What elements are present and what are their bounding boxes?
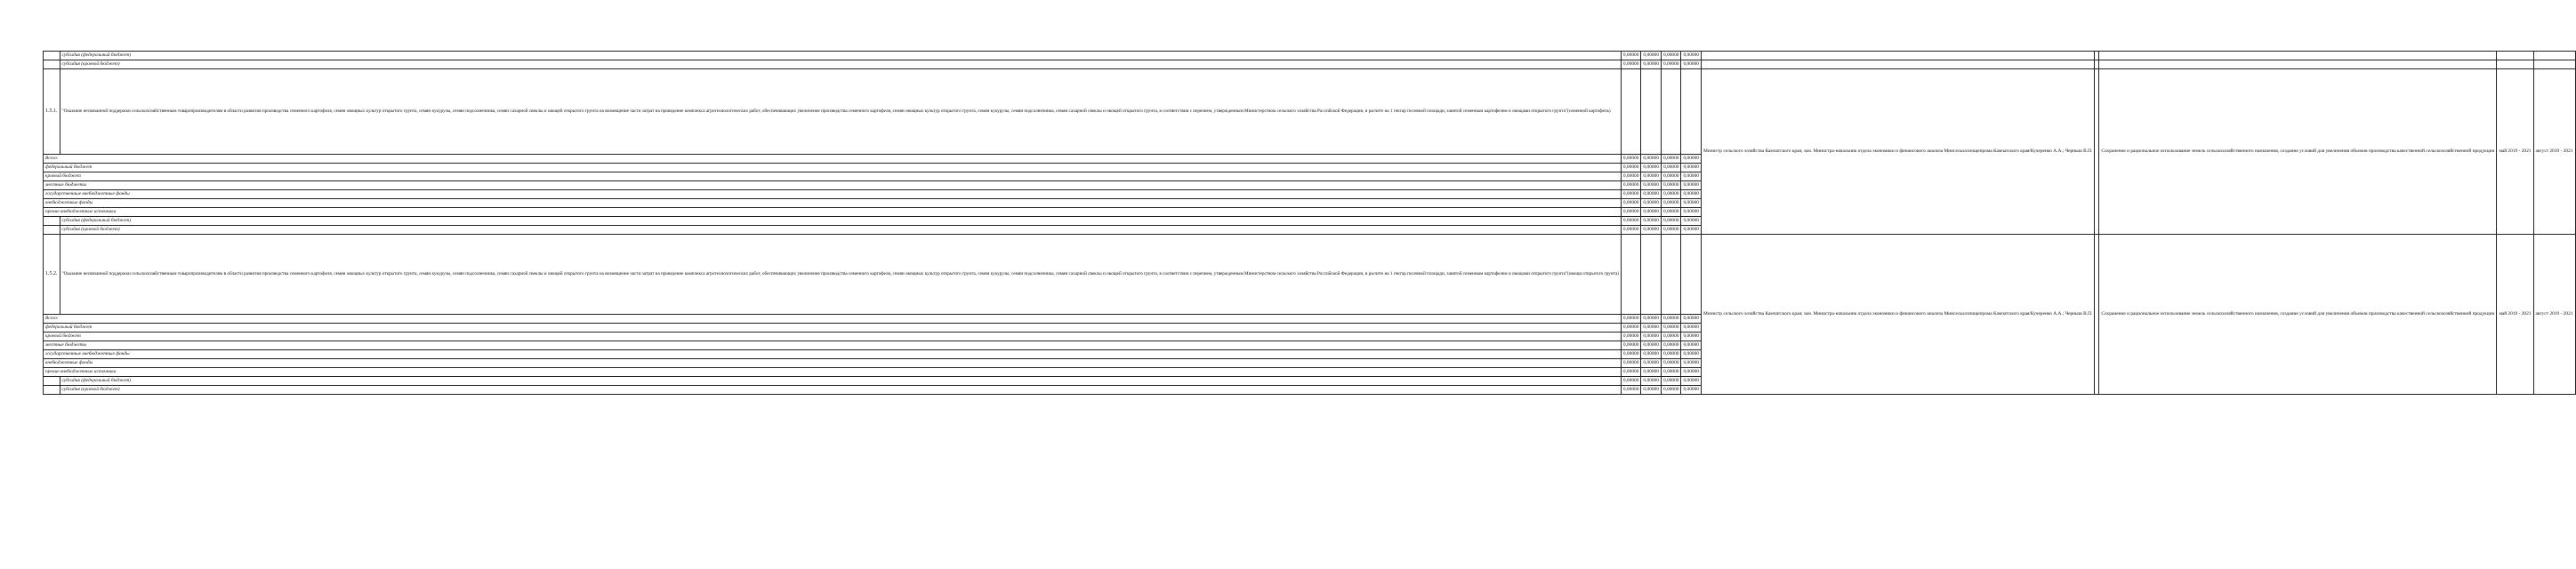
start-period: май 2019 - 2021: [2497, 235, 2533, 395]
measure-description: "Оказание несвязанной поддержки сельскохозяйственным товаропроизводителям в области развития производства семенного картофеля, семян овощных культур открытого грунта, семян кукурузы, семян подсолнечника, семян сахарной свеклы и овощей открытого грунта на возмещение части затрат на проведение комплекса агротехнологических работ, обеспечивающих увеличение производства семенного картофеля, семян овощных культур открытого грунта, семян кукурузы, семян подсолнечника, семян сахарной свеклы и овощей открытого грунта, в соответствии с перечнем, утвержденным Министерством сельского хозяйства Российской Федерации, в расчете на 1 гектар посевной площади, занятой семенным картофелем и овощами открытого грунта"(овощи открытого грунта): [60, 235, 1621, 315]
value-cell: 0,00000: [1641, 172, 1662, 181]
value-cell: 0,00000: [1661, 350, 1681, 359]
value-cell: 0,00000: [1661, 341, 1681, 350]
value-cell: 0,00000: [1681, 52, 1702, 60]
value-cell: 0,00000: [1621, 350, 1641, 359]
value-cell: 0,00000: [1661, 164, 1681, 172]
empty-cell: [1681, 235, 1702, 315]
row-label: прочие внебюджетные источники: [44, 368, 1622, 377]
value-cell: 0,00000: [1661, 208, 1681, 217]
value-cell: 0,00000: [1641, 52, 1662, 60]
row-label: федеральный бюджет: [44, 324, 1622, 333]
value-cell: 0,00000: [1621, 377, 1641, 386]
empty-cell: [2497, 60, 2533, 69]
value-cell: 0,00000: [1641, 208, 1662, 217]
value-cell: 0,00000: [1621, 208, 1641, 217]
code-cell: [44, 52, 60, 60]
value-cell: 0,00000: [1661, 190, 1681, 199]
table-row: [44, 52, 2576, 60]
value-cell: 0,00000: [1661, 386, 1681, 395]
end-period: август 2019 - 2021: [2533, 69, 2575, 235]
row-label: краевой бюджет: [44, 333, 1622, 341]
row-label: внебюджетные фонды: [44, 199, 1622, 208]
value-cell: 0,00000: [1641, 155, 1662, 164]
value-cell: 0,00000: [1621, 155, 1641, 164]
code-cell: [44, 386, 60, 395]
value-cell: 0,00000: [1641, 386, 1662, 395]
value-cell: 0,00000: [1661, 377, 1681, 386]
value-cell: 0,00000: [1621, 199, 1641, 208]
value-cell: 0,00000: [1641, 350, 1662, 359]
value-cell: 0,00000: [1621, 315, 1641, 324]
value-cell: 0,00000: [1681, 208, 1702, 217]
value-cell: 0,00000: [1681, 377, 1702, 386]
code-cell: [44, 226, 60, 235]
value-cell: 0,00000: [1681, 341, 1702, 350]
row-label: федеральный бюджет: [44, 164, 1622, 172]
row-label: местные бюджеты: [44, 181, 1622, 190]
row-label: государственные внебюджетные фонды: [44, 190, 1622, 199]
empty-cell: [1661, 235, 1681, 315]
row-label: местные бюджеты: [44, 341, 1622, 350]
end-period: август 2019 - 2021: [2533, 235, 2575, 395]
value-cell: 0,00000: [1681, 181, 1702, 190]
value-cell: 0,00000: [1621, 324, 1641, 333]
value-cell: 0,00000: [1681, 60, 1702, 69]
value-cell: 0,00000: [1661, 217, 1681, 226]
value-cell: 0,00000: [1661, 324, 1681, 333]
value-cell: 0,00000: [1681, 386, 1702, 395]
value-cell: 0,00000: [1681, 217, 1702, 226]
value-cell: 0,00000: [1661, 226, 1681, 235]
expected-result: Сохранение и рациональное использование земель сельскохозяйственного назначения, создание условий для увеличения объемов производства качественной сельскохозяйственной продукции: [2099, 235, 2497, 395]
measure-code: 1.5.2.: [44, 235, 60, 315]
value-cell: 0,00000: [1621, 190, 1641, 199]
value-cell: 0,00000: [1621, 164, 1641, 172]
value-cell: 0,00000: [1661, 60, 1681, 69]
empty-cell: [1702, 52, 2095, 60]
value-cell: 0,00000: [1621, 226, 1641, 235]
start-period: май 2019 - 2021: [2497, 69, 2533, 235]
expected-result: Сохранение и рациональное использование земель сельскохозяйственного назначения, создание условий для увеличения объемов производства качественной сельскохозяйственной продукции: [2099, 69, 2497, 235]
value-cell: 0,00000: [1641, 333, 1662, 341]
value-cell: 0,00000: [1681, 368, 1702, 377]
value-cell: 0,00000: [1621, 359, 1641, 368]
measure-description-row: [44, 69, 2576, 155]
value-cell: 0,00000: [1661, 315, 1681, 324]
value-cell: 0,00000: [1621, 60, 1641, 69]
row-label: государственные внебюджетные фонды: [44, 350, 1622, 359]
measure-description: "Оказание несвязанной поддержки сельскохозяйственным товаропроизводителям в области развития производства семенного картофеля, семян овощных культур открытого грунта, семян кукурузы, семян подсолнечника, семян сахарной свеклы и овощей открытого грунта на возмещение части затрат на проведение комплекса агротехнологических работ, обеспечивающих увеличение производства семенного картофеля, семян овощных культур открытого грунта, семян кукурузы, семян подсолнечника, семян сахарной свеклы и овощей открытого грунта, в соответствии с перечнем, утвержденным Министерством сельского хозяйства Российской Федерации, в расчете на 1 гектар посевной площади, занятой семенным картофелем и овощами открытого грунта"(семенной картофель): [60, 69, 1621, 155]
row-label: субсидия (краевой бюджет): [60, 60, 1621, 69]
value-cell: 0,00000: [1661, 155, 1681, 164]
empty-cell: [1621, 69, 1641, 155]
value-cell: 0,00000: [1681, 350, 1702, 359]
empty-cell: [1661, 69, 1681, 155]
value-cell: 0,00000: [1641, 164, 1662, 172]
value-cell: 0,00000: [1621, 172, 1641, 181]
value-cell: 0,00000: [1661, 52, 1681, 60]
value-cell: 0,00000: [1681, 172, 1702, 181]
value-cell: 0,00000: [1681, 164, 1702, 172]
value-cell: 0,00000: [1681, 315, 1702, 324]
value-cell: 0,00000: [1641, 226, 1662, 235]
empty-cell: [1621, 235, 1641, 315]
empty-cell: [1681, 69, 1702, 155]
code-cell: [44, 377, 60, 386]
value-cell: 0,00000: [1681, 324, 1702, 333]
value-cell: 0,00000: [1661, 181, 1681, 190]
empty-cell: [2099, 52, 2497, 60]
value-cell: 0,00000: [1661, 333, 1681, 341]
value-cell: 0,00000: [1641, 181, 1662, 190]
value-cell: 0,00000: [1641, 199, 1662, 208]
responsible-executor: Министр сельского хозяйства Камчатского края; зам. Министра-начальник отдела экономики и финансового анализа Минсельхозпищепрома Камчатского края/Кучеренко А.А.; Черныш В.П.: [1702, 69, 2095, 235]
code-cell: [44, 217, 60, 226]
row-label: субсидия (федеральный бюджет): [60, 377, 1621, 386]
value-cell: 0,00000: [1661, 199, 1681, 208]
value-cell: 0,00000: [1681, 333, 1702, 341]
row-label: Всего:: [44, 155, 1622, 164]
row-label: Всего:: [44, 315, 1622, 324]
code-cell: [44, 60, 60, 69]
value-cell: 0,00000: [1681, 190, 1702, 199]
row-label: субсидия (краевой бюджет): [60, 386, 1621, 395]
responsible-executor: Министр сельского хозяйства Камчатского края; зам. Министра-начальник отдела экономики и финансового анализа Минсельхозпищепрома Камчатского края/Кучеренко А.А.; Черныш В.П.: [1702, 235, 2095, 395]
table-row: [44, 60, 2576, 69]
value-cell: 0,00000: [1641, 377, 1662, 386]
empty-cell: [1641, 69, 1662, 155]
value-cell: 0,00000: [1641, 60, 1662, 69]
value-cell: 0,00000: [1621, 52, 1641, 60]
value-cell: 0,00000: [1641, 341, 1662, 350]
value-cell: 0,00000: [1661, 359, 1681, 368]
value-cell: 0,00000: [1661, 172, 1681, 181]
table-body: [44, 52, 2576, 395]
empty-cell: [2099, 60, 2497, 69]
value-cell: 0,00000: [1621, 333, 1641, 341]
measure-code: 1.5.1.: [44, 69, 60, 155]
measure-description-row: [44, 235, 2576, 315]
value-cell: 0,00000: [1681, 155, 1702, 164]
value-cell: 0,00000: [1681, 199, 1702, 208]
value-cell: 0,00000: [1641, 217, 1662, 226]
value-cell: 0,00000: [1681, 226, 1702, 235]
empty-cell: [2533, 52, 2575, 60]
row-label: краевой бюджет: [44, 172, 1622, 181]
row-label: внебюджетные фонды: [44, 359, 1622, 368]
empty-cell: [2533, 60, 2575, 69]
value-cell: 0,00000: [1641, 315, 1662, 324]
value-cell: 0,00000: [1681, 359, 1702, 368]
row-label: субсидия (федеральный бюджет): [60, 217, 1621, 226]
value-cell: 0,00000: [1641, 368, 1662, 377]
value-cell: 0,00000: [1621, 368, 1641, 377]
row-label: субсидия (федеральный бюджет): [60, 52, 1621, 60]
value-cell: 0,00000: [1621, 341, 1641, 350]
empty-cell: [1702, 60, 2095, 69]
row-label: субсидия (краевой бюджет): [60, 226, 1621, 235]
value-cell: 0,00000: [1641, 190, 1662, 199]
row-label: прочие внебюджетные источники: [44, 208, 1622, 217]
budget-table: [43, 51, 2576, 395]
value-cell: 0,00000: [1641, 324, 1662, 333]
value-cell: 0,00000: [1621, 386, 1641, 395]
empty-cell: [1641, 235, 1662, 315]
value-cell: 0,00000: [1621, 217, 1641, 226]
value-cell: 0,00000: [1641, 359, 1662, 368]
value-cell: 0,00000: [1661, 368, 1681, 377]
value-cell: 0,00000: [1621, 181, 1641, 190]
empty-cell: [2497, 52, 2533, 60]
